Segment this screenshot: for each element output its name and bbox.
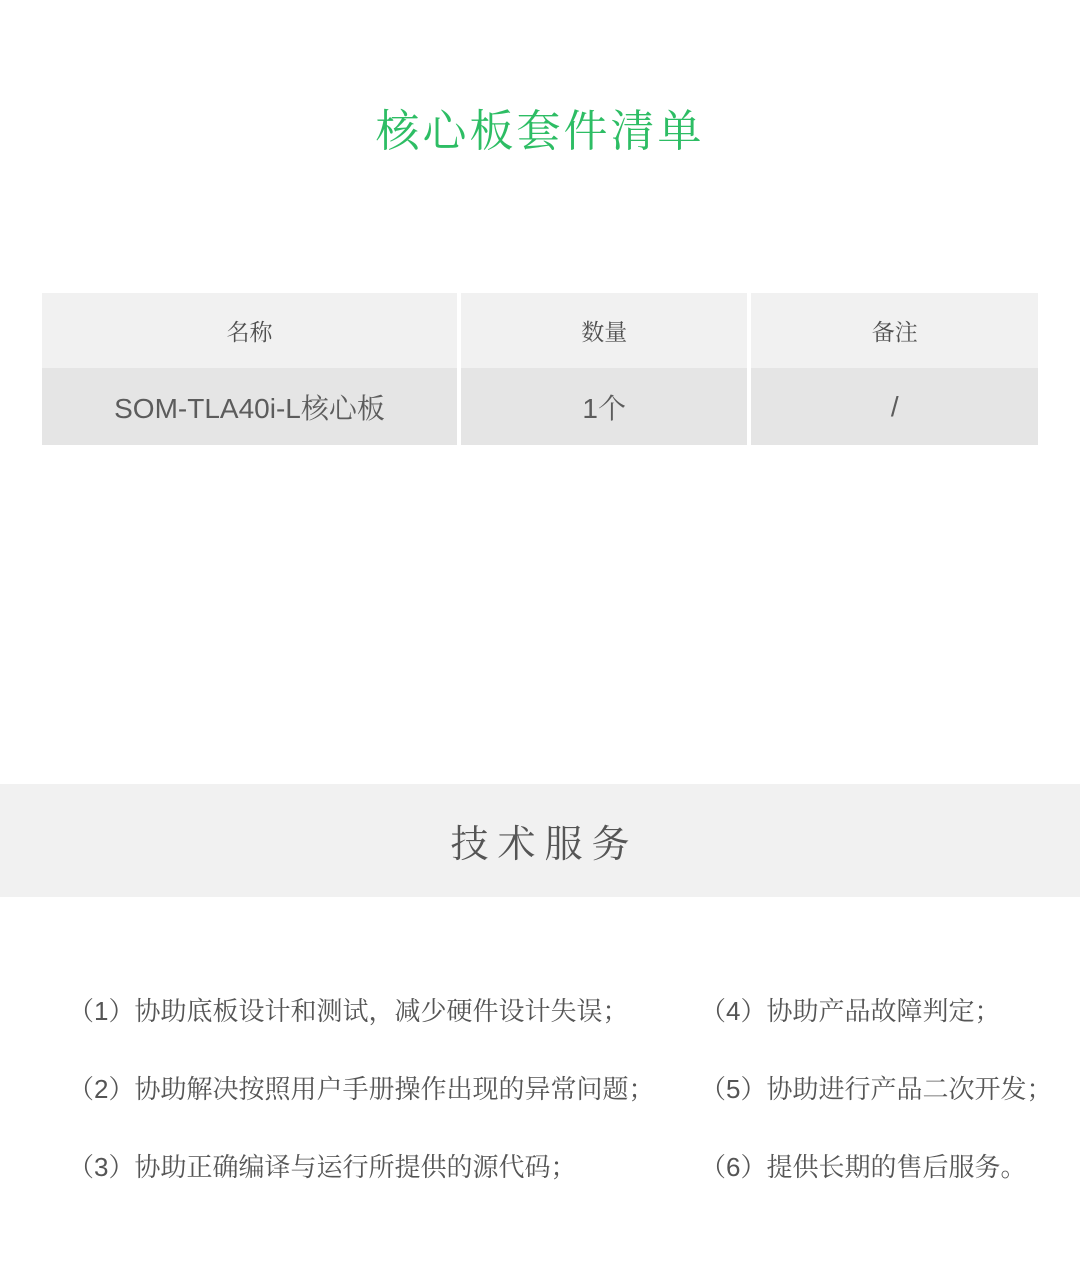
page-title: 核心板套件清单 [375, 107, 705, 156]
cell-remark: / [749, 368, 1038, 445]
column-header-remark: 备注 [749, 293, 1038, 368]
service-item-3: （3）协助正确编译与运行所提供的源代码； [68, 1152, 577, 1182]
services-banner-title: 技术服务 [450, 824, 639, 866]
service-item-4: （4）协助产品故障判定； [700, 996, 1001, 1026]
column-header-quantity: 数量 [459, 293, 750, 368]
cell-product-name: SOM-TLA40i-L核心板 [42, 368, 459, 445]
service-item-5: （5）协助进行产品二次开发； [700, 1074, 1053, 1104]
kit-table-header-row [42, 293, 1038, 368]
services-list [0, 996, 1080, 1230]
service-item-1: （1）协助底板设计和测试，减少硬件设计失误； [68, 996, 629, 1026]
kit-table-row [42, 368, 1038, 445]
cell-quantity: 1个 [459, 368, 750, 445]
services-banner [0, 784, 1080, 897]
kit-table [42, 293, 1038, 445]
service-item-6: （6）提供长期的售后服务。 [700, 1152, 1027, 1182]
column-header-name: 名称 [42, 293, 459, 368]
service-item-2: （2）协助解决按照用户手册操作出现的异常问题； [68, 1074, 655, 1104]
